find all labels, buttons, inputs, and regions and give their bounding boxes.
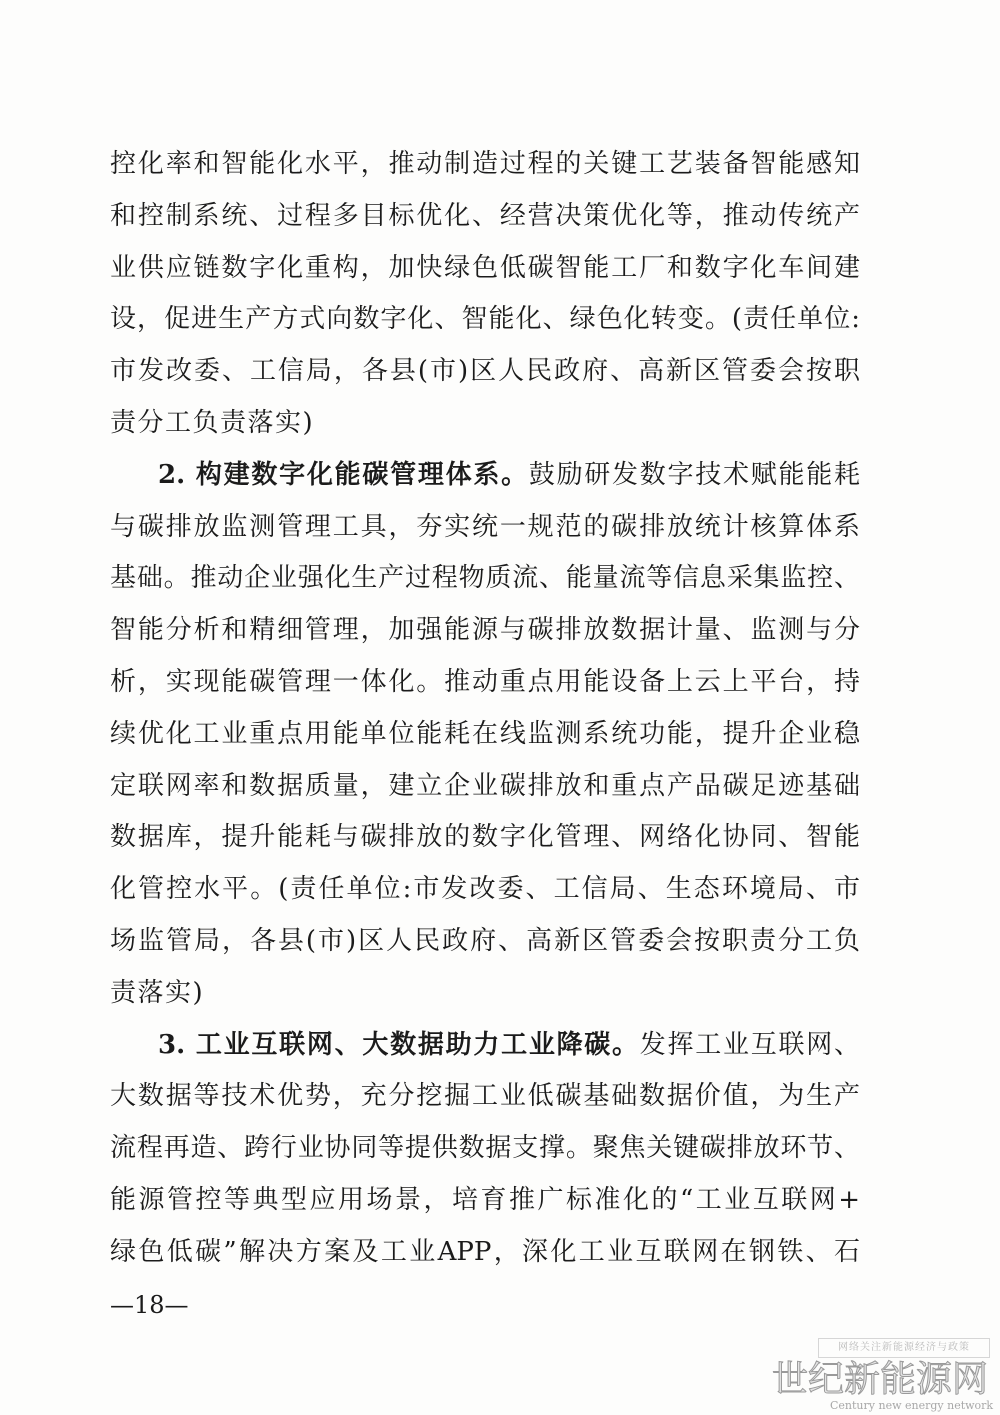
text-line: 析，实现能碳管理一体化。推动重点用能设备上云上平台，持 [110, 666, 860, 697]
text-line: 业供应链数字化重构，加快绿色低碳智能工厂和数字化车间建 [110, 252, 860, 283]
text-line: 基础。推动企业强化生产过程物质流、能量流等信息采集监控、 [110, 563, 860, 594]
section-heading: 3. 工业互联网、大数据助力工业降碳。 [158, 1029, 640, 1060]
text-line: 能源管控等典型应用场景，培育推广标准化的“工业互联网+ [110, 1184, 860, 1215]
section-heading: 2. 构建数字化能碳管理体系。 [158, 459, 529, 490]
section-text: 发挥工业互联网、 [639, 1029, 860, 1060]
text-line: 大数据等技术优势，充分挖掘工业低碳基础数据价值，为生产 [110, 1081, 860, 1112]
text-line: 续优化工业重点用能单位能耗在线监测系统功能，提升企业稳 [110, 718, 860, 749]
text-line: 控化率和智能化水平，推动制造过程的关键工艺装备智能感知 [110, 149, 860, 179]
text-line: 绿色低碳”解决方案及工业APP，深化工业互联网在钢铁、石 [110, 1236, 860, 1267]
watermark-tagline: 网络关注新能源经济与政策 [818, 1338, 990, 1358]
text-line: 场监管局，各县(市)区人民政府、高新区管委会按职责分工负 [110, 925, 860, 956]
document-body [110, 139, 860, 1279]
watermark-logo-text: 世纪新能源网 [772, 1359, 989, 1400]
text-line: 和控制系统、过程多目标优化、经营决策优化等，推动传统产 [110, 200, 860, 231]
text-line: 责分工负责落实) [110, 407, 315, 438]
page-number: —18— [110, 1291, 189, 1319]
text-line: 与碳排放监测管理工具，夯实统一规范的碳排放统计核算体系 [110, 511, 860, 542]
text-line: 设，促进生产方式向数字化、智能化、绿色化转变。(责任单位: [110, 304, 860, 335]
text-line: 流程再造、跨行业协同等提供数据支撑。聚焦关键碳排放环节、 [110, 1133, 860, 1164]
text-line: 智能分析和精细管理，加强能源与碳排放数据计量、监测与分 [110, 615, 860, 646]
text-line: 数据库，提升能耗与碳排放的数字化管理、网络化协同、智能 [110, 822, 860, 853]
section-text: 鼓励研发数字技术赋能能耗 [528, 459, 860, 490]
section-first-line [110, 1020, 860, 1072]
watermark-english-text: Century new energy network [830, 1399, 994, 1412]
text-line: 市发改委、工信局，各县(市)区人民政府、高新区管委会按职 [110, 356, 860, 387]
section-first-line [110, 450, 860, 502]
text-line: 化管控水平。(责任单位:市发改委、工信局、生态环境局、市 [110, 874, 860, 905]
text-line: 定联网率和数据质量，建立企业碳排放和重点产品碳足迹基础 [110, 770, 860, 801]
text-line: 责落实) [110, 977, 205, 1008]
